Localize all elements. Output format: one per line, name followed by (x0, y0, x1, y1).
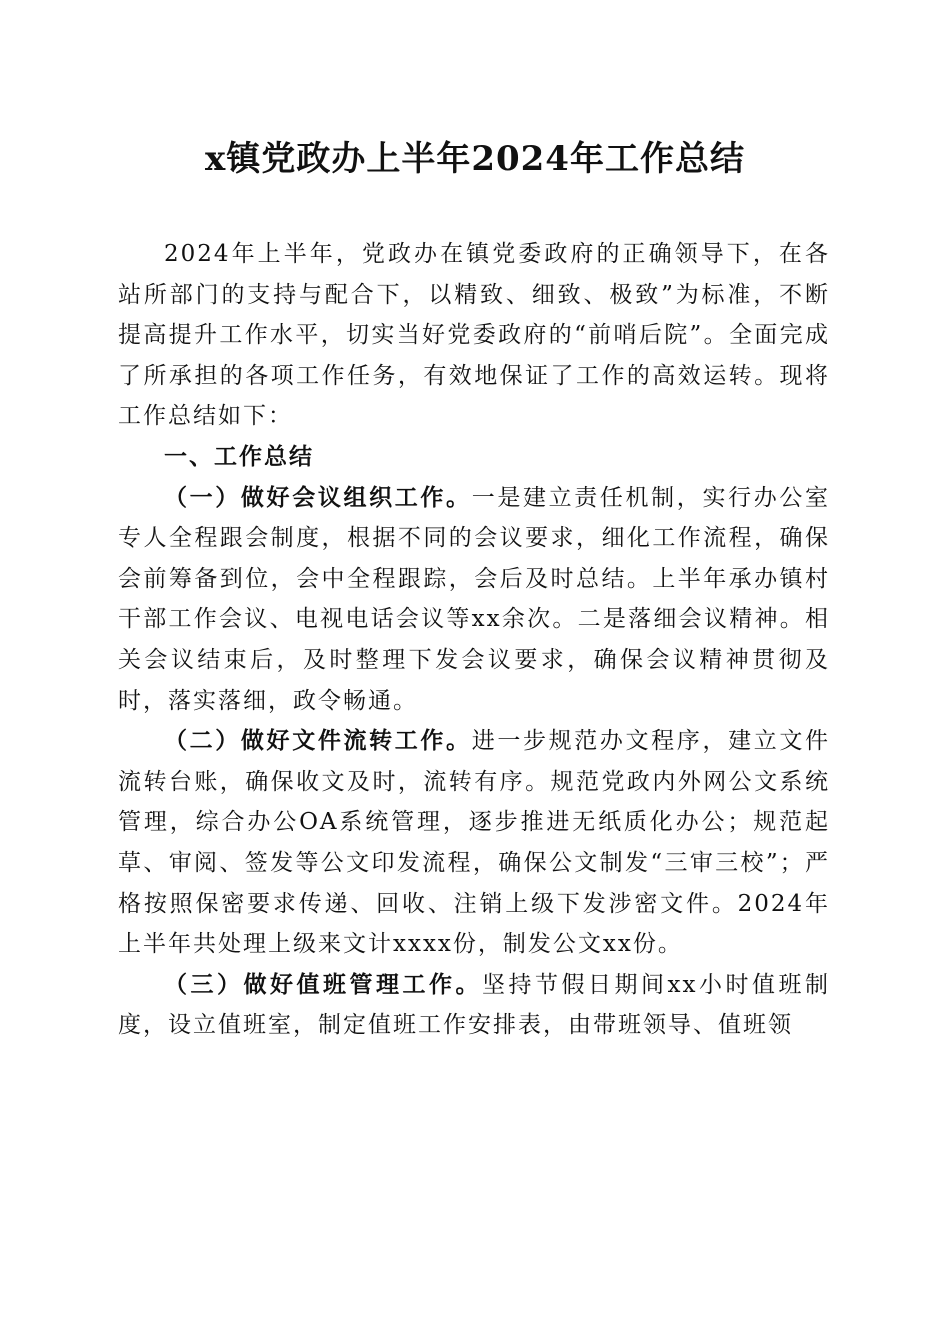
section-heading-work-summary: 一、工作总结 (164, 443, 314, 470)
item-duty-management-lead: （三）做好值班管理工作。 (164, 971, 483, 998)
item-meeting-organization-text: 一是建立责任机制，实行办公室专人全程跟会制度，根据不同的会议要求，细化工作流程，确保会前筹备到位，会中全程跟踪，会后及时总结。上半年承办镇村干部工作会议、电视电话会议等xx余次。二是落细会议精神。相关会议结束后，及时整理下发会议要求，确保会议精神贯彻及时，落实落细，政令畅通。 (118, 484, 831, 714)
document-title: x镇党政办上半年2024年工作总结 (205, 139, 745, 179)
intro-paragraph: 2024年上半年，党政办在镇党委政府的正确领导下，在各站所部门的支持与配合下，以精致、细致、极致”为标准，不断提高提升工作水平，切实当好党委政府的“前哨后院”。全面完成了所承担的各项工作任务，有效地保证了工作的高效运转。现将工作总结如下： (118, 241, 830, 430)
item-document-circulation-text: 进一步规范办文程序，建立文件流转台账，确保收文及时，流转有序。规范党政内外网公文系统管理，综合办公OA系统管理，逐步推进无纸质化办公；规范起草、审阅、签发等公文印发流程，确保公文制发“三审三校”；严格按照保密要求传递、回收、注销上级下发涉密文件。2024年上半年共处理上级来文计xxxx份，制发公文xx份。 (118, 728, 831, 958)
item-document-circulation-lead: （二）做好文件流转工作。 (164, 728, 472, 755)
document-body (118, 234, 830, 1046)
item-document-circulation (118, 721, 830, 965)
item-meeting-organization (118, 478, 830, 722)
item-meeting-organization-lead: （一）做好会议组织工作。 (164, 484, 472, 511)
item-duty-management-text: 坚持节假日期间xx小时值班制度，设立值班室，制定值班工作安排表，由带班领导、值班领 (118, 971, 830, 1039)
item-duty-management (118, 965, 830, 1046)
